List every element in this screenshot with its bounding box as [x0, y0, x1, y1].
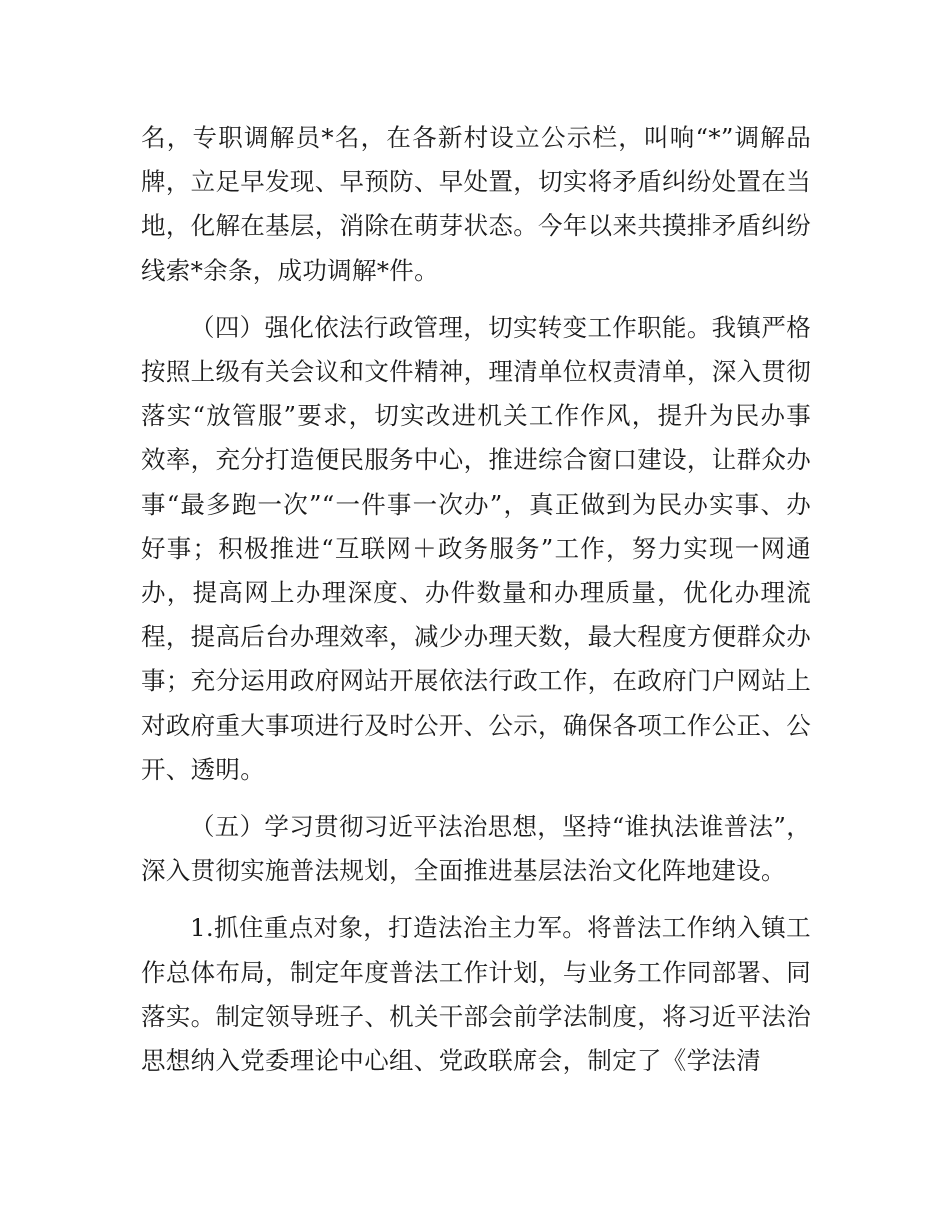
- paragraph-continuation: 名，专职调解员*名，在各新村设立公示栏，叫响“*”调解品牌，立足早发现、早预防、早处置，切实将矛盾纠纷处置在当地，化解在基层，消除在萌芽状态。今年以来共摸排矛盾纠纷线索*余条，成功调解*件。: [141, 123, 811, 285]
- paragraph-section-four: （四）强化依法行政管理，切实转变工作职能。我镇严格按照上级有关会议和文件精神，理清单位权责清单，深入贯彻落实“放管服”要求，切实改进机关工作作风，提升为民办事效率，充分打造便民服务中心，推进综合窗口建设，让群众办事“最多跑一次”“一件事一次办”，真正做到为民办实事、办好事；积极推进“互联网＋政务服务”工作，努力实现一网通办，提高网上办理深度、办件数量和办理质量，优化办理流程，提高后台办理效率，减少办理天数，最大程度方便群众办事；充分运用政府网站开展依法行政工作，在政府门户网站上对政府重大事项进行及时公开、公示，确保各项工作公正、公开、透明。: [141, 312, 811, 784]
- paragraph-item-one: 1.抓住重点对象，打造法治主力军。将普法工作纳入镇工作总体布局，制定年度普法工作计划，与业务工作同部署、同落实。制定领导班子、机关干部会前学法制度，将习近平法治思想纳入党委理论中心组、党政联席会，制定了《学法清: [141, 913, 811, 1076]
- document-body: [141, 116, 811, 1083]
- paragraph-section-five: （五）学习贯彻习近平法治思想，坚持“谁执法谁普法”，深入贯彻实施普法规划，全面推进基层法治文化阵地建设。: [141, 812, 811, 886]
